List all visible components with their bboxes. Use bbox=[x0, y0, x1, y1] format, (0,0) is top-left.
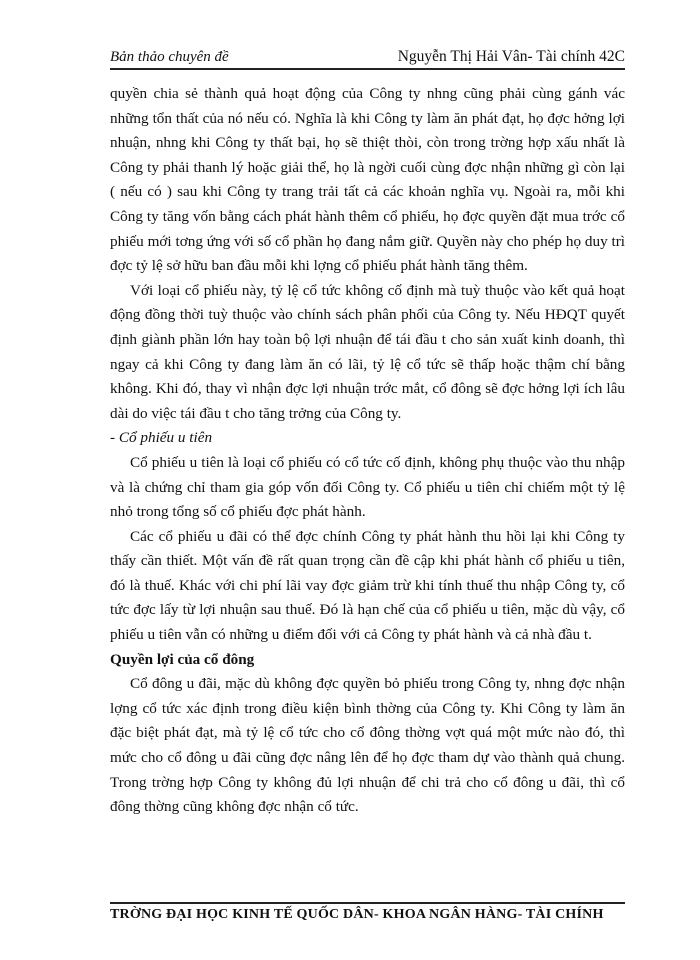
document-body bbox=[110, 82, 625, 820]
page-footer bbox=[110, 902, 625, 930]
paragraph-common-stock-dividend: Với loại cổ phiếu này, tỷ lệ cổ tức không cố định mà tuỳ thuộc vào kết quả hoạt động đồng thời tuỳ thuộc vào chính sách phân phối của Công ty. Nếu HĐQT quyết định giành phần lớn hay toàn bộ lợi nhuận để tái đầu t cho sản xuất kinh doanh, thì ngay cả khi Công ty đang làm ăn có lãi, tỷ lệ cổ tức sẽ thấp hoặc thậm chí bằng không. Khi đó, thay vì nhận đợc lợi nhuận trớc mắt, cổ đông sẽ đợc hởng lợi ích lâu dài do việc tái đầu t cho tăng trởng của Công ty. bbox=[110, 281, 625, 422]
paragraph-preferred-stock-definition: Cổ phiếu u tiên là loại cổ phiếu có cổ tức cố định, không phụ thuộc vào thu nhập và là chứng chỉ tham gia góp vốn đối Công ty. Cổ phiếu u tiên chỉ chiếm một tỷ lệ nhỏ trong tổng số cổ phiếu đợc phát hành. bbox=[110, 453, 625, 521]
paragraph-continuation: quyền chia sẻ thành quả hoạt động của Công ty nhng cũng phải cùng gánh vác những tổn thất của nó nếu có. Nghĩa là khi Công ty làm ăn phát đạt, họ đợc hởng lợi nhuận, nhng khi Công ty thất bại, họ sẽ thiệt thòi, còn trong trờng hợp xấu nhất là Công ty phải thanh lý hoặc giải thể, họ là ngời cuối cùng đợc nhận những gì còn lại ( nếu có ) sau khi Công ty trang trải tất cả các khoản nghĩa vụ. Ngoài ra, mỗi khi Công ty tăng vốn bằng cách phát hành thêm cổ phiếu, họ đợc quyền đặt mua trớc cổ phiếu mới tơng ứng với số cổ phần họ đang nắm giữ. Quyền này cho phép họ duy trì đợc tỷ lệ sở hữu ban đầu mỗi khi lợng cổ phiếu phát hành tăng thêm. bbox=[110, 85, 625, 275]
header-document-title: Bản thảo chuyên đề bbox=[110, 49, 229, 65]
paragraph-shareholder-rights: Cổ đông u đãi, mặc dù không đợc quyền bỏ phiếu trong Công ty, nhng đợc nhận lợng cổ tức xác định trong điều kiện bình thờng của Công ty. Khi Công ty làm ăn đặc biệt phát đạt, mà tỷ lệ cổ tức cho cổ đông thờng vợt quá một mức nào đó, thì mức cho cổ đông u đãi cũng đợc nâng lên để họ đợc tham dự vào thành quả chung. Trong trờng hợp Công ty không đủ lợi nhuận để chi trả cho cổ đông u đãi, thì cổ đông thờng cũng không đợc nhận cổ tức. bbox=[110, 675, 625, 816]
footer-institution: TRỜNG ĐẠI HỌC KINH TẾ QUỐC DÂN- KHOA NGÂN HÀNG- TÀI CHÍNH bbox=[110, 907, 604, 922]
paragraph-preferred-stock-tax: Các cổ phiếu u đãi có thể đợc chính Công ty phát hành thu hồi lại khi Công ty thấy cần thiết. Một vấn đề rất quan trọng cần đề cập khi phát hành cổ phiếu u tiên, đó là thuế. Khác với chi phí lãi vay đợc giảm trừ khi tính thuế thu nhập Công ty, cổ tức đợc lấy từ lợi nhuận sau thuế. Đó là hạn chế của cổ phiếu u tiên, mặc dù vậy, cổ phiếu u tiên vẫn có những u điểm đối với cả Công ty phát hành và cả nhà đầu t. bbox=[110, 527, 625, 644]
subheading-preferred-stock: - Cổ phiếu u tiên bbox=[110, 429, 213, 447]
page-header bbox=[110, 42, 625, 70]
header-author: Nguyễn Thị Hải Vân- Tài chính 42C bbox=[397, 48, 625, 65]
heading-shareholder-rights: Quyền lợi của cổ đông bbox=[110, 650, 255, 668]
